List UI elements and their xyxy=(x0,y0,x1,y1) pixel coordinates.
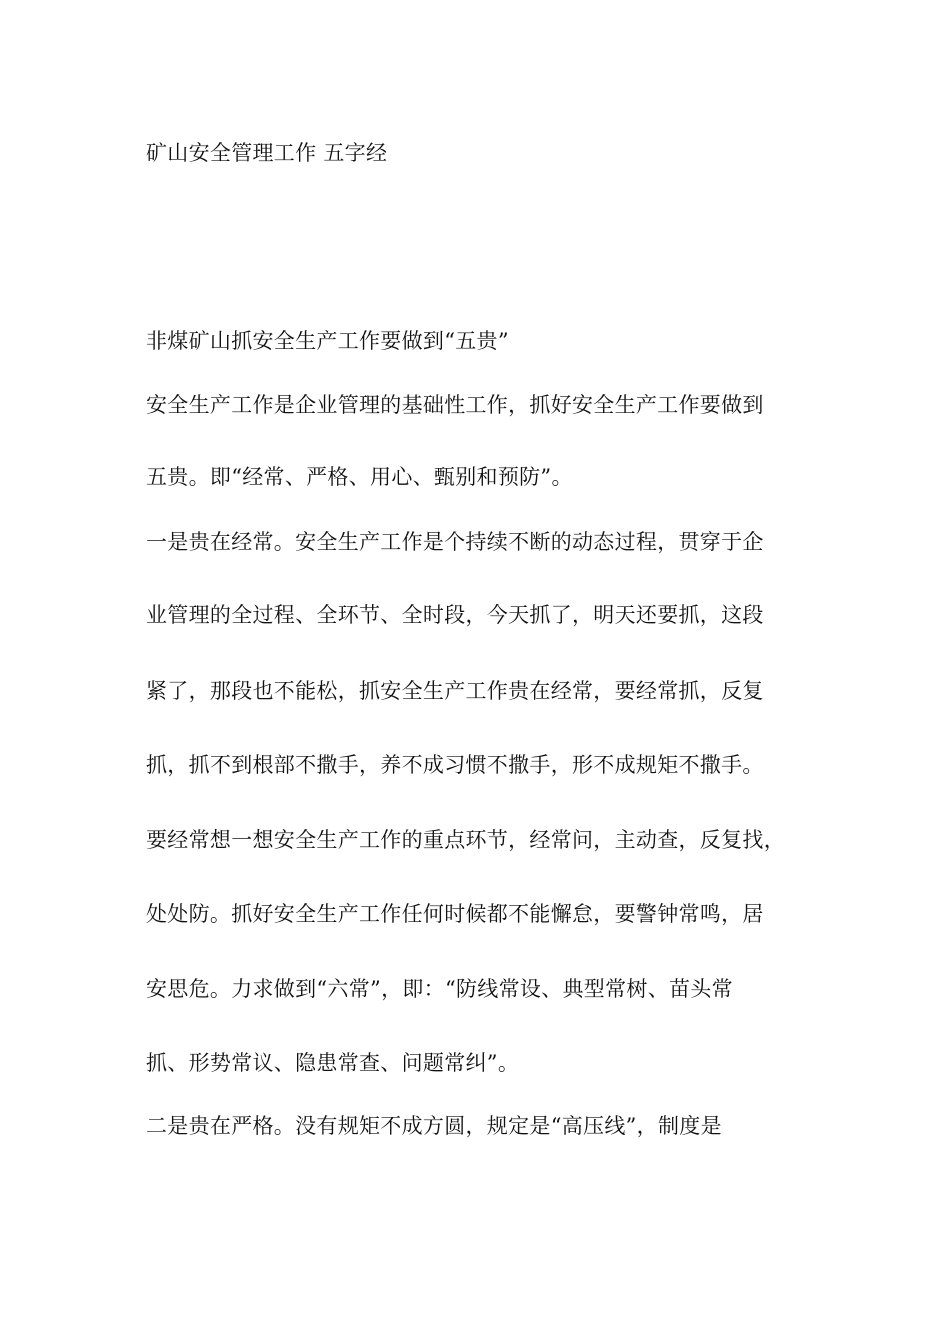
paragraph-line: 处处防。抓好安全生产工作任何时候都不能懈怠，要警钟常鸣，居 xyxy=(146,902,764,926)
paragraph-line: 二是贵在严格。没有规矩不成方圆，规定是“高压线”，制度是 xyxy=(146,1114,722,1138)
document-title: 矿山安全管理工作 五字经 xyxy=(146,141,388,165)
paragraph-line: 五贵。即“经常、严格、用心、甄别和预防”。 xyxy=(146,465,573,489)
paragraph-line: 抓、形势常议、隐患常查、问题常纠”。 xyxy=(146,1051,520,1075)
paragraph-line: 要经常想一想安全生产工作的重点环节，经常问，主动查，反复找， xyxy=(146,828,785,852)
paragraph-line: 抓，抓不到根部不撒手，养不成习惯不撒手，形不成规矩不撒手。 xyxy=(146,753,764,777)
paragraph-line: 安全生产工作是企业管理的基础性工作，抓好安全生产工作要做到 xyxy=(146,393,764,417)
paragraph-line: 一是贵在经常。安全生产工作是个持续不断的动态过程，贯穿于企 xyxy=(146,530,764,554)
section-heading: 非煤矿山抓安全生产工作要做到“五贵” xyxy=(146,329,509,353)
paragraph-line: 紧了，那段也不能松，抓安全生产工作贵在经常，要经常抓，反复 xyxy=(146,679,764,703)
paragraph-line: 业管理的全过程、全环节、全时段，今天抓了，明天还要抓，这段 xyxy=(146,603,764,627)
paragraph-line: 安思危。力求做到“六常”，即：“防线常设、典型常树、苗头常 xyxy=(146,977,733,1001)
